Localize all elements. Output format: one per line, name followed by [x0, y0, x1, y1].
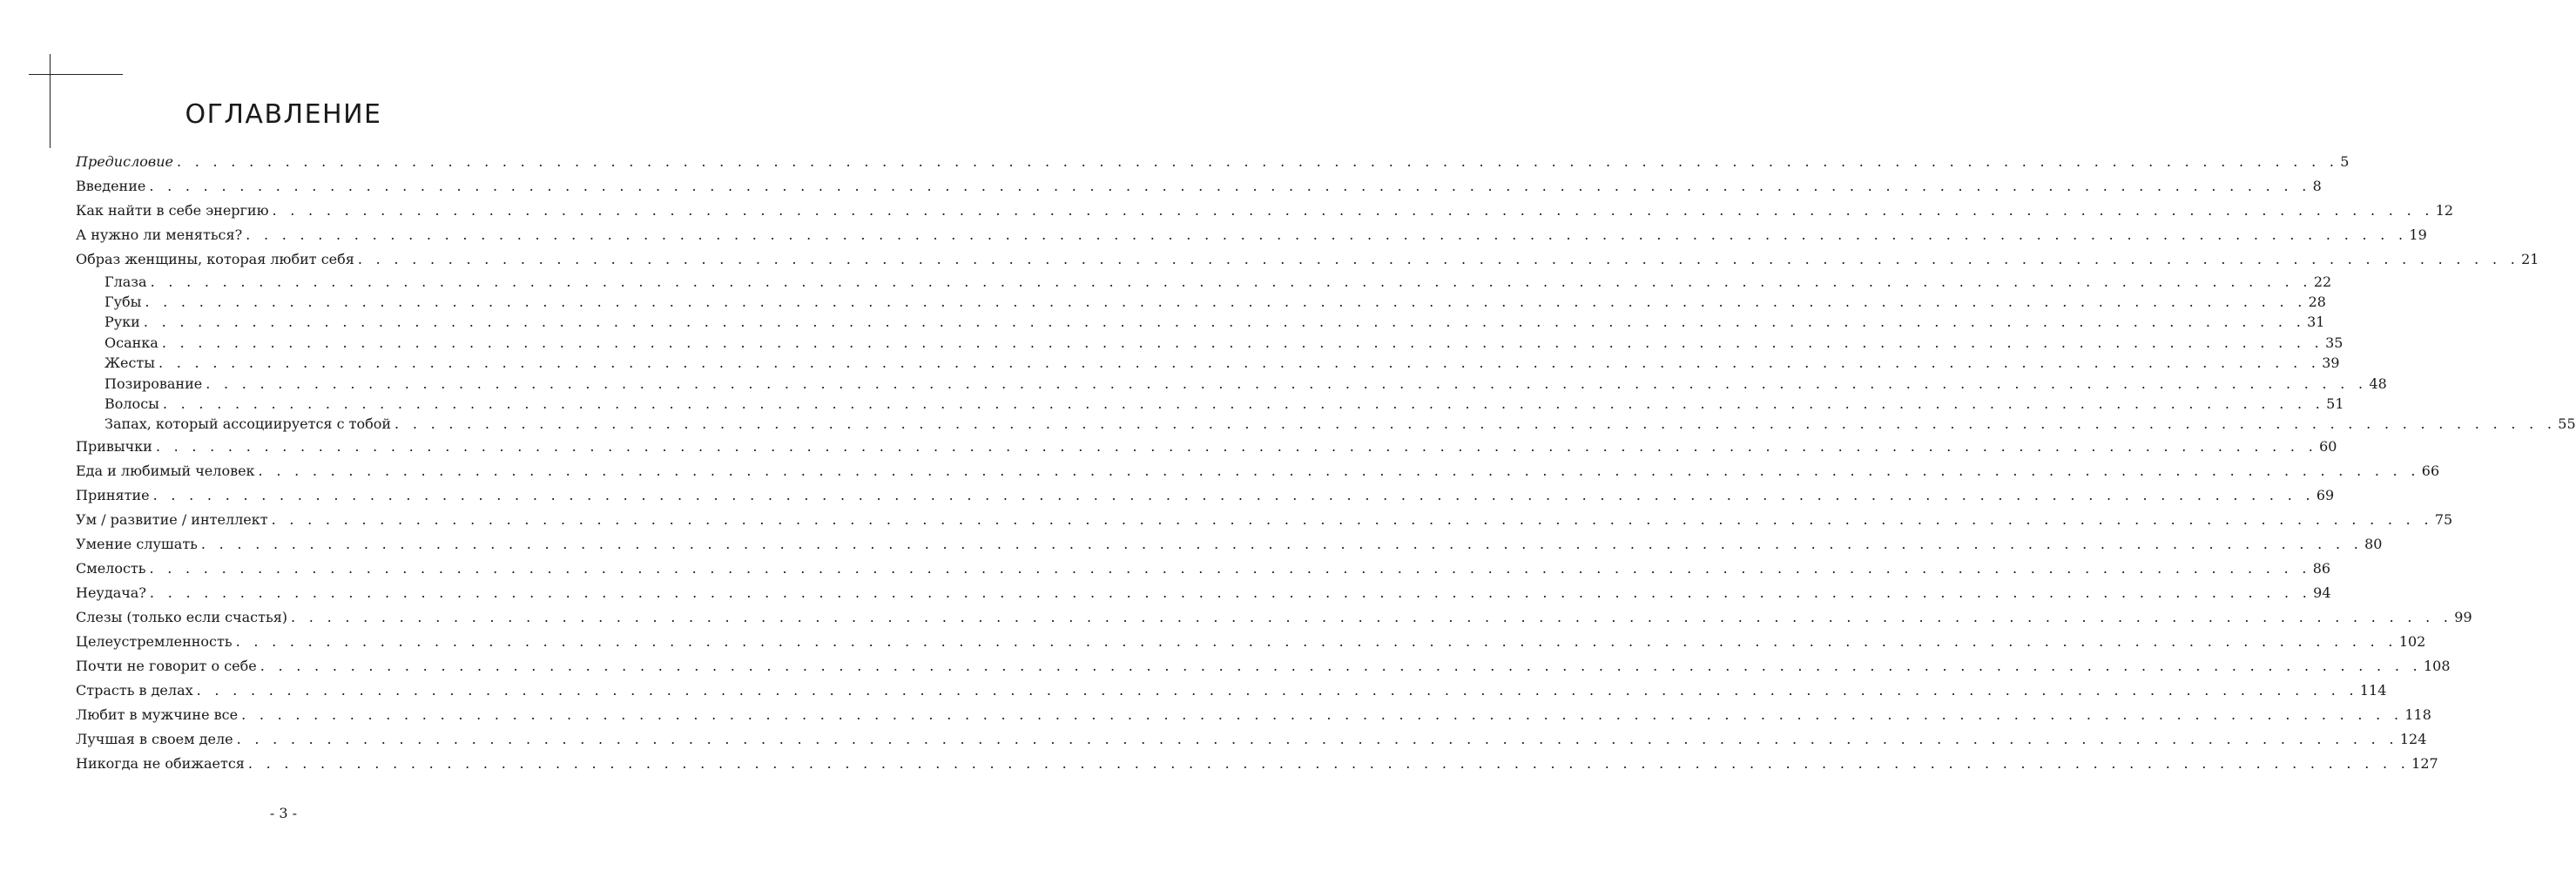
toc-entry-page: 127 — [2411, 755, 2438, 772]
toc-entry-title: Позирование — [105, 375, 203, 392]
dot-leader: . . . . . . . . . . . . . . . . . . . . . . . . . . . . . . . . . . . . . . . . . . . . . . . . . . . . . . . . . . . . . . . . . . . . . . . . . . . . . . . . . . . . . . . . . . . . . . . . . . . . . . . . . . . . . . . . . . . . . . . . — [291, 609, 2453, 625]
dot-leader: . . . . . . . . . . . . . . . . . . . . . . . . . . . . . . . . . . . . . . . . . . . . . . . . . . . . . . . . . . . . . . . . . . . . . . . . . . . . . . . . . . . . . . . . . . . . . . . . . . . . . . . . . . . . . . . . . . . . . . . . — [155, 438, 2318, 455]
toc-entry-page: 114 — [2359, 682, 2387, 699]
toc-entry — [76, 605, 2472, 630]
toc-entry-page: 94 — [2313, 584, 2331, 601]
toc-subentry — [76, 394, 2344, 414]
toc-subentry — [76, 272, 2332, 292]
dot-leader: . . . . . . . . . . . . . . . . . . . . . . . . . . . . . . . . . . . . . . . . . . . . . . . . . . . . . . . . . . . . . . . . . . . . . . . . . . . . . . . . . . . . . . . . . . . . . . . . . . . . . . . . . . . . . . . . . . . . . . . . — [394, 415, 2557, 433]
toc-entry-title: Как найти в себе энергию — [76, 202, 269, 219]
toc-entry — [76, 703, 2431, 727]
toc-entry-page: 31 — [2307, 314, 2325, 331]
dot-leader: . . . . . . . . . . . . . . . . . . . . . . . . . . . . . . . . . . . . . . . . . . . . . . . . . . . . . . . . . . . . . . . . . . . . . . . . . . . . . . . . . . . . . . . . . . . . . . . . . . . . . . . . . . . . . . . . . . . . . . . . — [158, 354, 2321, 372]
toc-entry — [76, 435, 2337, 459]
toc-entry-page: 60 — [2319, 438, 2337, 455]
toc-entry-page: 75 — [2434, 511, 2453, 528]
toc-entry-title: Губы — [105, 294, 142, 311]
toc-entry-title: Еда и любимый человек — [76, 463, 255, 479]
toc-entry-title: Запах, который ассоциируется с тобой — [105, 415, 392, 433]
crop-mark-horizontal — [29, 74, 123, 75]
toc-entry-page: 19 — [2409, 226, 2427, 243]
dot-leader: . . . . . . . . . . . . . . . . . . . . . . . . . . . . . . . . . . . . . . . . . . . . . . . . . . . . . . . . . . . . . . . . . . . . . . . . . . . . . . . . . . . . . . . . . . . . . . . . . . . . . . . . . . . . . . . . . . . . . . . . — [162, 395, 2325, 412]
toc-subentry — [76, 354, 2340, 374]
page-number: - 3 - — [269, 805, 298, 821]
dot-leader: . . . . . . . . . . . . . . . . . . . . . . . . . . . . . . . . . . . . . . . . . . . . . . . . . . . . . . . . . . . . . . . . . . . . . . . . . . . . . . . . . . . . . . . . . . . . . . . . . . . . . . . . . . . . . . . . . . . . . . . . — [206, 375, 2368, 392]
dot-leader: . . . . . . . . . . . . . . . . . . . . . . . . . . . . . . . . . . . . . . . . . . . . . . . . . . . . . . . . . . . . . . . . . . . . . . . . . . . . . . . . . . . . . . . . . . . . . . . . . . . . . . . . . . . . . . . . . . . . . . . . — [246, 226, 2408, 243]
toc-entry-title: Слезы (только если счастья) — [76, 609, 288, 625]
toc-entry — [76, 679, 2387, 703]
dot-leader: . . . . . . . . . . . . . . . . . . . . . . . . . . . . . . . . . . . . . . . . . . . . . . . . . . . . . . . . . . . . . . . . . . . . . . . . . . . . . . . . . . . . . . . . . . . . . . . . . . . . . . . . . . . . . . . . . . . . . . . . — [161, 334, 2324, 351]
toc-entry-page: 69 — [2316, 487, 2335, 503]
toc-entry-page: 118 — [2404, 706, 2431, 723]
toc-entry-page: 80 — [2364, 536, 2383, 552]
toc-entry — [76, 483, 2335, 508]
toc-entry-title: Принятие — [76, 487, 150, 503]
toc-entry — [76, 459, 2440, 483]
toc-entry-page: 21 — [2521, 251, 2539, 267]
toc-entry-page: 35 — [2325, 334, 2343, 351]
dot-leader: . . . . . . . . . . . . . . . . . . . . . . . . . . . . . . . . . . . . . . . . . . . . . . . . . . . . . . . . . . . . . . . . . . . . . . . . . . . . . . . . . . . . . . . . . . . . . . . . . . . . . . . . . . . . . . . . . . . . . . . . — [241, 706, 2404, 723]
dot-leader: . . . . . . . . . . . . . . . . . . . . . . . . . . . . . . . . . . . . . . . . . . . . . . . . . . . . . . . . . . . . . . . . . . . . . . . . . . . . . . . . . . . . . . . . . . . . . . . . . . . . . . . . . . . . . . . . . . . . . . . . — [149, 178, 2311, 194]
toc-entry-page: 66 — [2421, 463, 2440, 479]
dot-leader: . . . . . . . . . . . . . . . . . . . . . . . . . . . . . . . . . . . . . . . . . . . . . . . . . . . . . . . . . . . . . . . . . . . . . . . . . . . . . . . . . . . . . . . . . . . . . . . . . . . . . . . . . . . . . . . . . . . . . . . . — [152, 487, 2315, 503]
toc-entry — [76, 199, 2454, 223]
toc-entry — [76, 557, 2331, 581]
toc-entry-title: Образ женщины, которая любит себя — [76, 251, 354, 267]
dot-leader: . . . . . . . . . . . . . . . . . . . . . . . . . . . . . . . . . . . . . . . . . . . . . . . . . . . . . . . . . . . . . . . . . . . . . . . . . . . . . . . . . . . . . . . . . . . . . . . . . . . . . . . . . . . . . . . . . . . . . . . . — [200, 536, 2364, 552]
toc-entry-page: 55 — [2558, 415, 2576, 433]
toc-entry-page: 86 — [2312, 560, 2331, 577]
toc-entry — [76, 581, 2331, 605]
toc-entry — [76, 174, 2322, 199]
toc-entry-page: 124 — [2399, 731, 2427, 747]
toc-entry-title: Лучшая в своем деле — [76, 731, 233, 747]
dot-leader: . . . . . . . . . . . . . . . . . . . . . . . . . . . . . . . . . . . . . . . . . . . . . . . . . . . . . . . . . . . . . . . . . . . . . . . . . . . . . . . . . . . . . . . . . . . . . . . . . . . . . . . . . . . . . . . . . . . . . . . . — [260, 658, 2422, 674]
toc-subentry — [76, 374, 2387, 394]
dot-leader: . . . . . . . . . . . . . . . . . . . . . . . . . . . . . . . . . . . . . . . . . . . . . . . . . . . . . . . . . . . . . . . . . . . . . . . . . . . . . . . . . . . . . . . . . . . . . . . . . . . . . . . . . . . . . . . . . . . . . . . . — [247, 755, 2411, 772]
dot-leader: . . . . . . . . . . . . . . . . . . . . . . . . . . . . . . . . . . . . . . . . . . . . . . . . . . . . . . . . . . . . . . . . . . . . . . . . . . . . . . . . . . . . . . . . . . . . . . . . . . . . . . . . . . . . . . . . . . . . . . . . — [271, 511, 2433, 528]
toc-entry-title: Страсть в делах — [76, 682, 193, 699]
toc-entry-title: Почти не говорит о себе — [76, 658, 257, 674]
dot-leader: . . . . . . . . . . . . . . . . . . . . . . . . . . . . . . . . . . . . . . . . . . . . . . . . . . . . . . . . . . . . . . . . . . . . . . . . . . . . . . . . . . . . . . . . . . . . . . . . . . . . . . . . . . . . . . . . . . . . . . . . — [357, 251, 2520, 267]
toc-entry-page: 8 — [2312, 178, 2322, 194]
dot-leader: . . . . . . . . . . . . . . . . . . . . . . . . . . . . . . . . . . . . . . . . . . . . . . . . . . . . . . . . . . . . . . . . . . . . . . . . . . . . . . . . . . . . . . . . . . . . . . . . . . . . . . . . . . . . . . . . . . . . . . . . — [258, 463, 2420, 479]
toc-subentry — [76, 333, 2343, 353]
toc-entry-title: Ум / развитие / интеллект — [76, 511, 268, 528]
table-of-contents — [76, 150, 2576, 776]
toc-entry-title: Жесты — [105, 354, 155, 372]
toc-entry — [76, 727, 2427, 752]
toc-entry-page: 39 — [2322, 354, 2340, 372]
dot-leader: . . . . . . . . . . . . . . . . . . . . . . . . . . . . . . . . . . . . . . . . . . . . . . . . . . . . . . . . . . . . . . . . . . . . . . . . . . . . . . . . . . . . . . . . . . . . . . . . . . . . . . . . . . . . . . . . . . . . . . . . — [196, 682, 2358, 699]
toc-entry-page: 48 — [2369, 375, 2387, 392]
toc-entry-title: Волосы — [105, 395, 159, 412]
toc-entry-title: Осанка — [105, 334, 158, 351]
dot-leader: . . . . . . . . . . . . . . . . . . . . . . . . . . . . . . . . . . . . . . . . . . . . . . . . . . . . . . . . . . . . . . . . . . . . . . . . . . . . . . . . . . . . . . . . . . . . . . . . . . . . . . . . . . . . . . . . . . . . . . . . — [143, 314, 2306, 331]
toc-subentry — [76, 415, 2576, 435]
toc-entry-page: 108 — [2423, 658, 2451, 674]
toc-entry — [76, 508, 2453, 532]
dot-leader: . . . . . . . . . . . . . . . . . . . . . . . . . . . . . . . . . . . . . . . . . . . . . . . . . . . . . . . . . . . . . . . . . . . . . . . . . . . . . . . . . . . . . . . . . . . . . . . . . . . . . . . . . . . . . . . . . . . . . . . . — [149, 584, 2312, 601]
toc-entry-title: Введение — [76, 178, 146, 194]
toc-entry-page: 28 — [2308, 294, 2326, 311]
toc-entry-page: 99 — [2454, 609, 2472, 625]
toc-entry-page: 12 — [2435, 202, 2454, 219]
toc-entry-title: Привычки — [76, 438, 152, 455]
toc-entry-title: Предисловие — [76, 153, 173, 170]
toc-entry-page: 5 — [2340, 153, 2350, 170]
dot-leader: . . . . . . . . . . . . . . . . . . . . . . . . . . . . . . . . . . . . . . . . . . . . . . . . . . . . . . . . . . . . . . . . . . . . . . . . . . . . . . . . . . . . . . . . . . . . . . . . . . . . . . . . . . . . . . . . . . . . . . . . — [235, 633, 2397, 650]
dot-leader: . . . . . . . . . . . . . . . . . . . . . . . . . . . . . . . . . . . . . . . . . . . . . . . . . . . . . . . . . . . . . . . . . . . . . . . . . . . . . . . . . . . . . . . . . . . . . . . . . . . . . . . . . . . . . . . . . . . . . . . . — [149, 560, 2311, 577]
dot-leader: . . . . . . . . . . . . . . . . . . . . . . . . . . . . . . . . . . . . . . . . . . . . . . . . . . . . . . . . . . . . . . . . . . . . . . . . . . . . . . . . . . . . . . . . . . . . . . . . . . . . . . . . . . . . . . . . . . . . . . . . — [236, 731, 2398, 747]
dot-leader: . . . . . . . . . . . . . . . . . . . . . . . . . . . . . . . . . . . . . . . . . . . . . . . . . . . . . . . . . . . . . . . . . . . . . . . . . . . . . . . . . . . . . . . . . . . . . . . . . . . . . . . . . . . . . . . . . . . . . . . . — [150, 273, 2312, 290]
dot-leader: . . . . . . . . . . . . . . . . . . . . . . . . . . . . . . . . . . . . . . . . . . . . . . . . . . . . . . . . . . . . . . . . . . . . . . . . . . . . . . . . . . . . . . . . . . . . . . . . . . . . . . . . . . . . . . . . . . . . . . . . — [145, 294, 2307, 311]
toc-entry-title: Руки — [105, 314, 140, 331]
toc-entry — [76, 654, 2451, 679]
toc-entry-page: 51 — [2326, 395, 2344, 412]
toc-entry-title: Умение слушать — [76, 536, 198, 552]
toc-entry-title: Целеустремленность — [76, 633, 233, 650]
toc-subentry — [76, 292, 2326, 312]
toc-entry-title: Смелость — [76, 560, 146, 577]
toc-entry — [76, 247, 2539, 272]
toc-entry-title: Неудача? — [76, 584, 146, 601]
toc-entry-title: А нужно ли меняться? — [76, 226, 243, 243]
toc-entry-page: 22 — [2313, 273, 2332, 290]
dot-leader: . . . . . . . . . . . . . . . . . . . . . . . . . . . . . . . . . . . . . . . . . . . . . . . . . . . . . . . . . . . . . . . . . . . . . . . . . . . . . . . . . . . . . . . . . . . . . . . . . . . . . . . . . . . . . . . . . . . . . . . . — [272, 202, 2434, 219]
toc-entry — [76, 630, 2426, 654]
toc-entry-page: 102 — [2398, 633, 2426, 650]
toc-entry — [76, 752, 2438, 776]
toc-entry — [76, 532, 2383, 557]
toc-subentry — [76, 313, 2325, 333]
toc-heading: ОГЛАВЛЕНИЕ — [185, 99, 382, 130]
toc-entry-title: Глаза — [105, 273, 147, 290]
dot-leader: . . . . . . . . . . . . . . . . . . . . . . . . . . . . . . . . . . . . . . . . . . . . . . . . . . . . . . . . . . . . . . . . . . . . . . . . . . . . . . . . . . . . . . . . . . . . . . . . . . . . . . . . . . . . . . . . . . . . . . . . — [176, 153, 2339, 170]
toc-entry-title: Любит в мужчине все — [76, 706, 239, 723]
toc-entry-title: Никогда не обижается — [76, 755, 245, 772]
toc-entry — [76, 150, 2350, 174]
toc-entry — [76, 223, 2427, 247]
